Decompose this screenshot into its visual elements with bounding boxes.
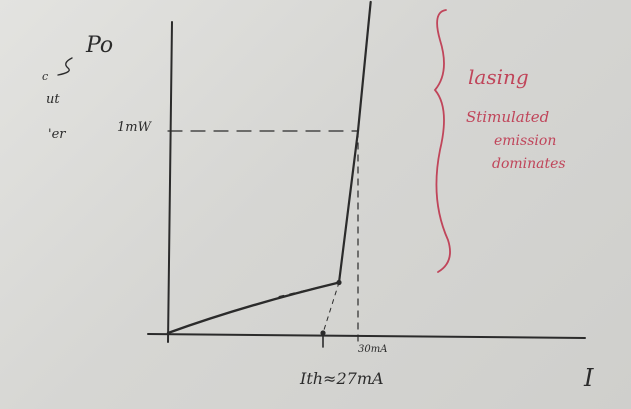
ylabel-squiggle (58, 58, 72, 75)
ylabel-fragment-2: ut (46, 92, 60, 107)
y-axis-label: Po (86, 33, 114, 58)
y-reference-label: 1mW (117, 120, 151, 135)
threshold-label: Ith≈27mA (300, 369, 384, 388)
annotation-line-lasing: lasing (468, 65, 529, 89)
threshold-projection-line (323, 283, 339, 334)
annotation-line-dominates: dominates (492, 156, 566, 172)
x-axis-label: I (584, 364, 594, 392)
annotation-line-stimulated: Stimulated (466, 108, 550, 126)
x-reference-label: 30mA (358, 344, 388, 355)
lasing-region-brace (435, 10, 450, 272)
curve-lasing-segment (339, 2, 371, 283)
threshold-point (320, 330, 325, 335)
ylabel-fragment-1: c (42, 70, 49, 83)
x-axis (148, 334, 585, 338)
knee-point (336, 280, 341, 285)
ylabel-fragment-3: 'er (48, 127, 66, 142)
annotation-line-emission: emission (494, 133, 557, 149)
curve-spontaneous-segment (168, 283, 339, 334)
y-axis (168, 22, 172, 342)
